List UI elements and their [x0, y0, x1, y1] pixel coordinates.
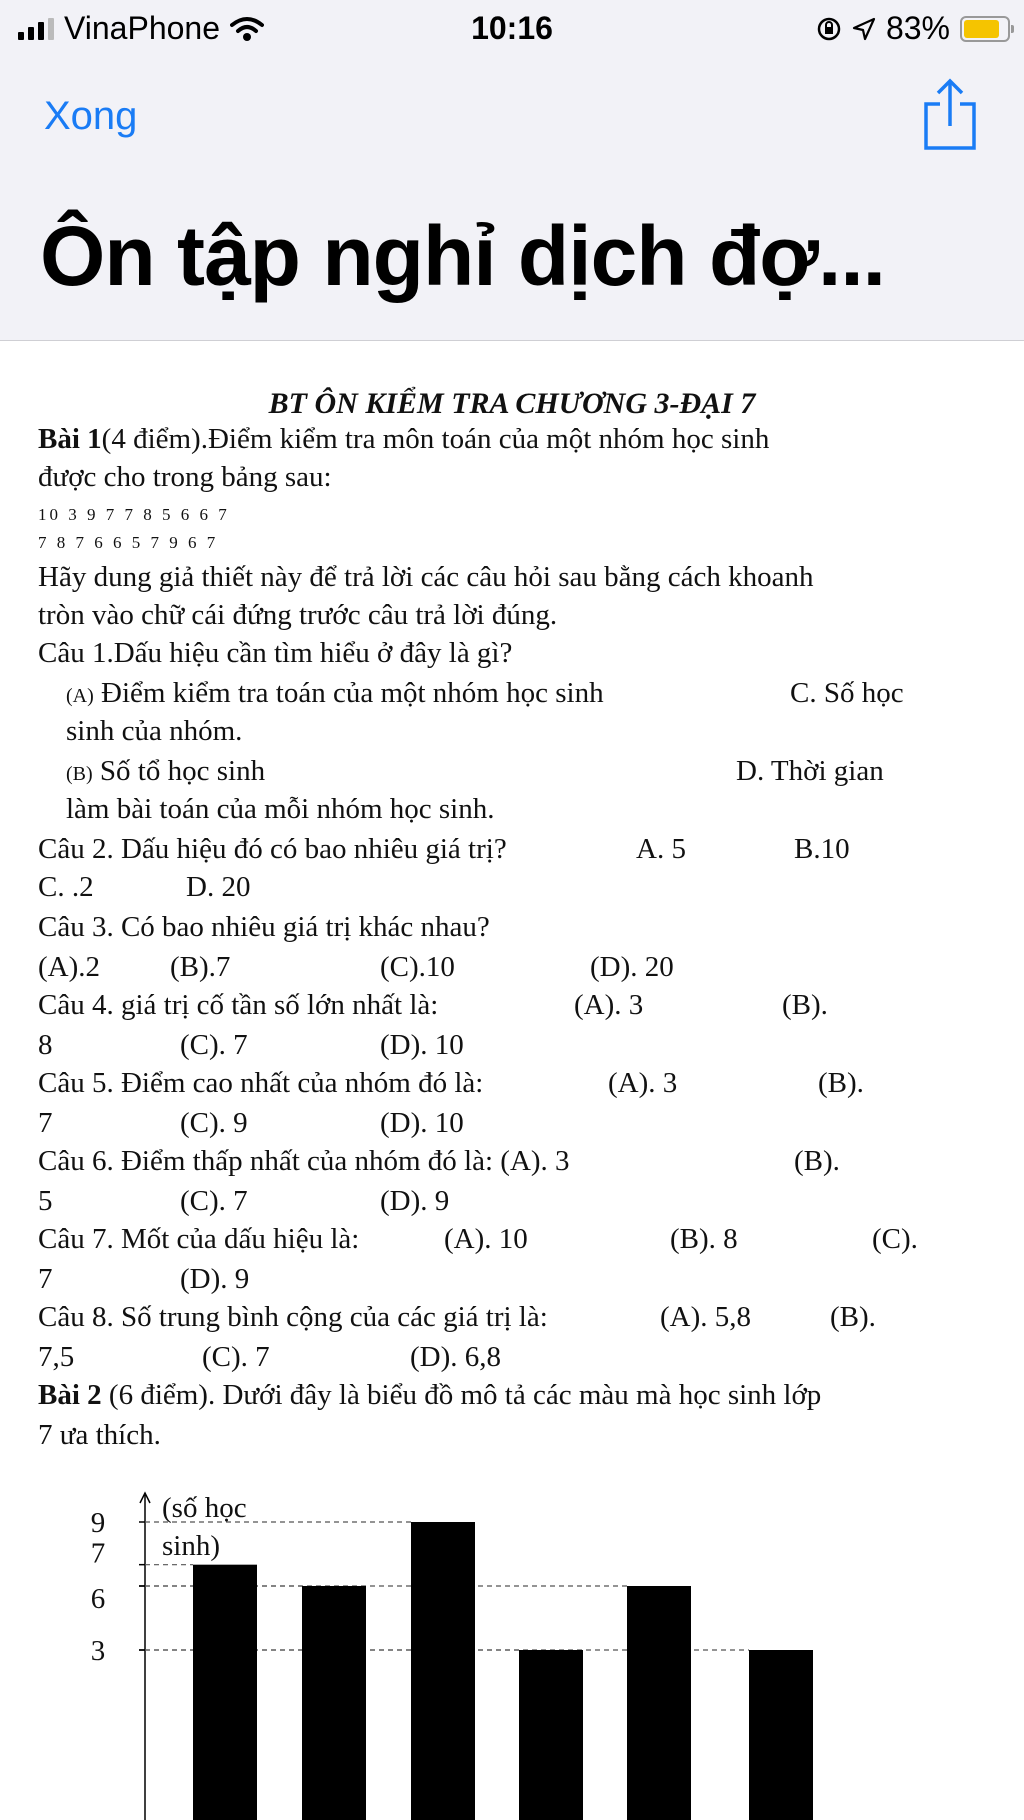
q7-a: (A). 10 [444, 1223, 528, 1255]
instruction-line1: Hãy dung giả thiết này để trả lời các câu hỏi sau bằng cách khoanh [38, 561, 814, 593]
bai1-label: Bài 1 [38, 423, 102, 455]
y-axis-label-line2: sinh) [162, 1530, 220, 1562]
document-title: Ôn tập nghỉ dịch đợ... [40, 209, 885, 303]
y-tick-label: 6 [90, 1583, 106, 1615]
q2-d: D. 20 [186, 871, 251, 903]
orientation-lock-icon [816, 16, 842, 42]
bai2-label: Bài 2 [38, 1379, 102, 1411]
document-page [0, 341, 1024, 1820]
q5-d: (D). 10 [380, 1107, 464, 1139]
bai2-text: (6 điểm). Dưới đây là biểu đồ mô tả các màu mà học sinh lớp [101, 1379, 822, 1411]
q8-d: (D). 6,8 [410, 1341, 502, 1373]
q4-d: (D). 10 [380, 1029, 464, 1061]
data-row-1: 10 3 9 7 7 8 5 6 6 7 [38, 505, 230, 524]
bar [627, 1586, 691, 1820]
q1-option-a [66, 677, 604, 710]
q2-b: B.10 [794, 833, 850, 865]
question-7: Câu 7. Mốt của dấu hiệu là: [38, 1223, 360, 1255]
q6-b-value: 5 [38, 1185, 53, 1217]
battery-percent: 83% [885, 10, 950, 46]
question-8: Câu 8. Số trung bình cộng của các giá trị là: [38, 1301, 548, 1333]
bai1-line2: được cho trong bảng sau: [38, 461, 332, 493]
q8-a: (A). 5,8 [660, 1301, 752, 1333]
q1-option-b-cont: làm bài toán của mỗi nhóm học sinh. [66, 793, 495, 825]
clock: 10:16 [471, 10, 553, 46]
bar [411, 1522, 475, 1820]
bai1-text: (4 điểm).Điểm kiểm tra môn toán của một nhóm học sinh [101, 423, 770, 455]
q3-d: (D). 20 [590, 951, 674, 983]
y-tick-label: 9 [90, 1507, 106, 1539]
instruction-line2: tròn vào chữ cái đứng trước câu trả lời đúng. [38, 599, 558, 631]
q7-b: (B). 8 [670, 1223, 738, 1255]
y-tick-label: 7 [90, 1537, 106, 1570]
q1-option-d: D. Thời gian [736, 755, 884, 787]
q1-b-tag: (B) [66, 763, 93, 785]
question-6: Câu 6. Điểm thấp nhất của nhóm đó là: (A). 3 [38, 1145, 570, 1177]
q1-a-tag: (A) [66, 685, 94, 707]
q1-a-text: Điểm kiểm tra toán của một nhóm học sinh [101, 677, 604, 709]
q4-c: (C). 7 [180, 1029, 248, 1061]
q8-c: (C). 7 [202, 1341, 270, 1373]
bai2-line2: 7 ưa thích. [38, 1419, 161, 1451]
q5-b: (B). [818, 1067, 864, 1099]
navigation-bar [0, 58, 1024, 341]
q5-b-value: 7 [38, 1107, 53, 1139]
done-button[interactable]: Xong [44, 94, 138, 138]
q5-c: (C). 9 [180, 1107, 248, 1139]
y-tick-label: 3 [90, 1635, 106, 1667]
bar [749, 1650, 813, 1820]
q5-a: (A). 3 [608, 1067, 678, 1099]
question-4: Câu 4. giá trị cố tần số lớn nhất là: [38, 989, 439, 1021]
q7-c-value: 7 [38, 1263, 53, 1295]
bar [519, 1650, 583, 1820]
bai1-line1 [38, 423, 769, 456]
q1-b-text: Số tổ học sinh [99, 755, 266, 787]
q1-option-a-cont: sinh của nhóm. [66, 715, 243, 747]
q4-b: (B). [782, 989, 828, 1021]
location-arrow-icon [852, 17, 876, 41]
q2-c: C. .2 [38, 871, 94, 903]
share-icon[interactable] [920, 78, 980, 152]
q1-option-c: C. Số học [790, 677, 904, 709]
q4-b-value: 8 [38, 1029, 53, 1061]
q7-c: (C). [872, 1223, 918, 1255]
q6-c: (C). 7 [180, 1185, 248, 1217]
bar-chart [0, 1489, 1024, 1820]
q7-d: (D). 9 [180, 1263, 250, 1295]
status-indicators [816, 10, 1010, 47]
q8-b: (B). [830, 1301, 876, 1333]
q2-a: A. 5 [636, 833, 686, 865]
bai2-line1 [38, 1379, 821, 1412]
q6-b: (B). [794, 1145, 840, 1177]
battery-icon [960, 16, 1010, 42]
y-axis-label-line1: (số học [162, 1492, 247, 1524]
question-5: Câu 5. Điểm cao nhất của nhóm đó là: [38, 1067, 484, 1099]
carrier-name: VinaPhone [64, 10, 220, 46]
q6-d: (D). 9 [380, 1185, 450, 1217]
doc-heading: BT ÔN KIỂM TRA CHƯƠNG 3-ĐẠI 7 [268, 387, 756, 420]
q1-option-b [66, 755, 265, 788]
q3-a: (A).2 [38, 951, 101, 983]
question-2: Câu 2. Dấu hiệu đó có bao nhiêu giá trị? [38, 833, 507, 865]
q3-c: (C).10 [380, 951, 455, 983]
question-1: Câu 1.Dấu hiệu cần tìm hiểu ở đây là gì? [38, 637, 513, 669]
bar [193, 1565, 257, 1820]
q8-b-value: 7,5 [38, 1341, 75, 1373]
bar [302, 1586, 366, 1820]
q3-b: (B).7 [170, 951, 231, 983]
question-3: Câu 3. Có bao nhiêu giá trị khác nhau? [38, 911, 490, 943]
q4-a: (A). 3 [574, 989, 644, 1021]
data-row-2: 7 8 7 6 6 5 7 9 6 7 [38, 533, 219, 552]
status-bar [0, 0, 1024, 58]
